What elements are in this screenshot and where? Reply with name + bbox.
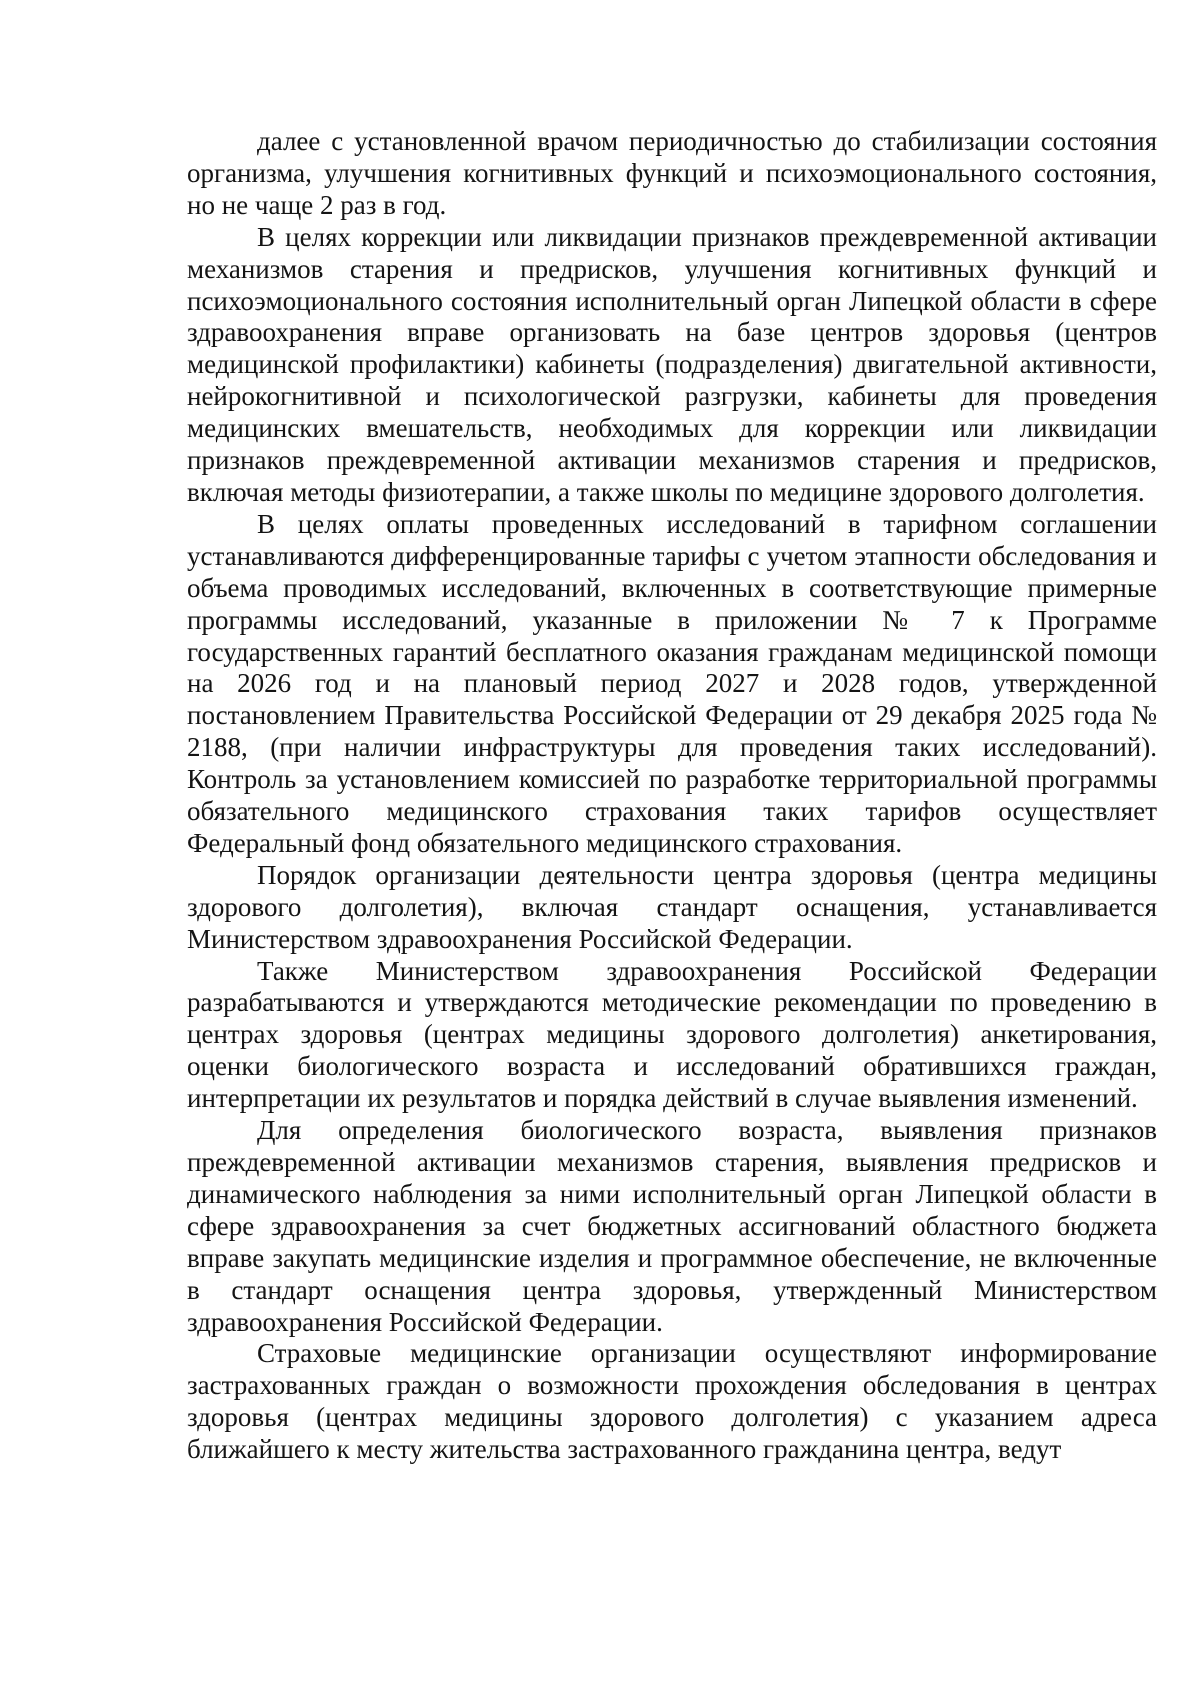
paragraph-methodological-recommendations: Также Министерством здравоохранения Российской Федерации разрабатываются и утверждаются методические рекомендации по проведению в центрах здоровья (центрах медицины здорового долголетия) анкетирования, оценки биологического возраста и исследований обратившихся граждан, интерпретации их результатов и порядка действий в случае выявления изменений. — [187, 955, 1157, 1114]
document-body — [187, 126, 1157, 1466]
paragraph-continuation: далее с установленной врачом периодичностью до стабилизации состояния организма, улучшения когнитивных функций и психоэмоционального состояния, но не чаще 2 раз в год. — [187, 126, 1157, 220]
paragraph-biological-age-procurement: Для определения биологического возраста, выявления признаков преждевременной активации механизмов старения, выявления предрисков и динамического наблюдения за ними исполнительный орган Липецкой области в сфере здравоохранения за счет бюджетных ассигнований областного бюджета вправе закупать медицинские изделия и программное обеспечение, не включенные в стандарт оснащения центра здоровья, утвержденный Министерством здравоохранения Российской Федерации. — [187, 1115, 1157, 1337]
paragraph-health-center-procedure: Порядок организации деятельности центра здоровья (центра медицины здорового долголетия), включая стандарт оснащения, устанавливается Министерством здравоохранения Российской Федерации. — [187, 859, 1157, 954]
paragraph-tariffs: В целях оплаты проведенных исследований в тарифном соглашении устанавливаются дифференцированные тарифы с учетом этапности обследования и объема проводимых исследований, включенных в соответствующие примерные программы исследований, указанные в приложении № 7 к Программе государственных гарантий бесплатного оказания гражданам медицинской помощи на 2026 год и на плановый период 2027 и 2028 годов, утвержденной постановлением Правительства Российской Федерации от 29 декабря 2025 года № 2188, (при наличии инфраструктуры для проведения таких исследований). Контроль за установлением комиссией по разработке территориальной программы обязательного медицинского страхования таких тарифов осуществляет Федеральный фонд обязательного медицинского страхования. — [187, 508, 1157, 858]
paragraph-aging-correction-offices: В целях коррекции или ликвидации признаков преждевременной активации механизмов старения и предрисков, улучшения когнитивных функций и психоэмоционального состояния исполнительный орган Липецкой области в сфере здравоохранения вправе организовать на базе центров здоровья (центров медицинской профилактики) кабинеты (подразделения) двигательной активности, нейрокогнитивной и психологической разгрузки, кабинеты для проведения медицинских вмешательств, необходимых для коррекции или ликвидации признаков преждевременной активации механизмов старения и предрисков, включая методы физиотерапии, а также школы по медицине здорового долголетия. — [187, 221, 1157, 507]
paragraph-insurance-informing: Страховые медицинские организации осуществляют информирование застрахованных граждан о возможности прохождения обследования в центрах здоровья (центрах медицины здорового долголетия) с указанием адреса ближайшего к месту жительства застрахованного гражданина центра, ведут — [187, 1338, 1157, 1465]
